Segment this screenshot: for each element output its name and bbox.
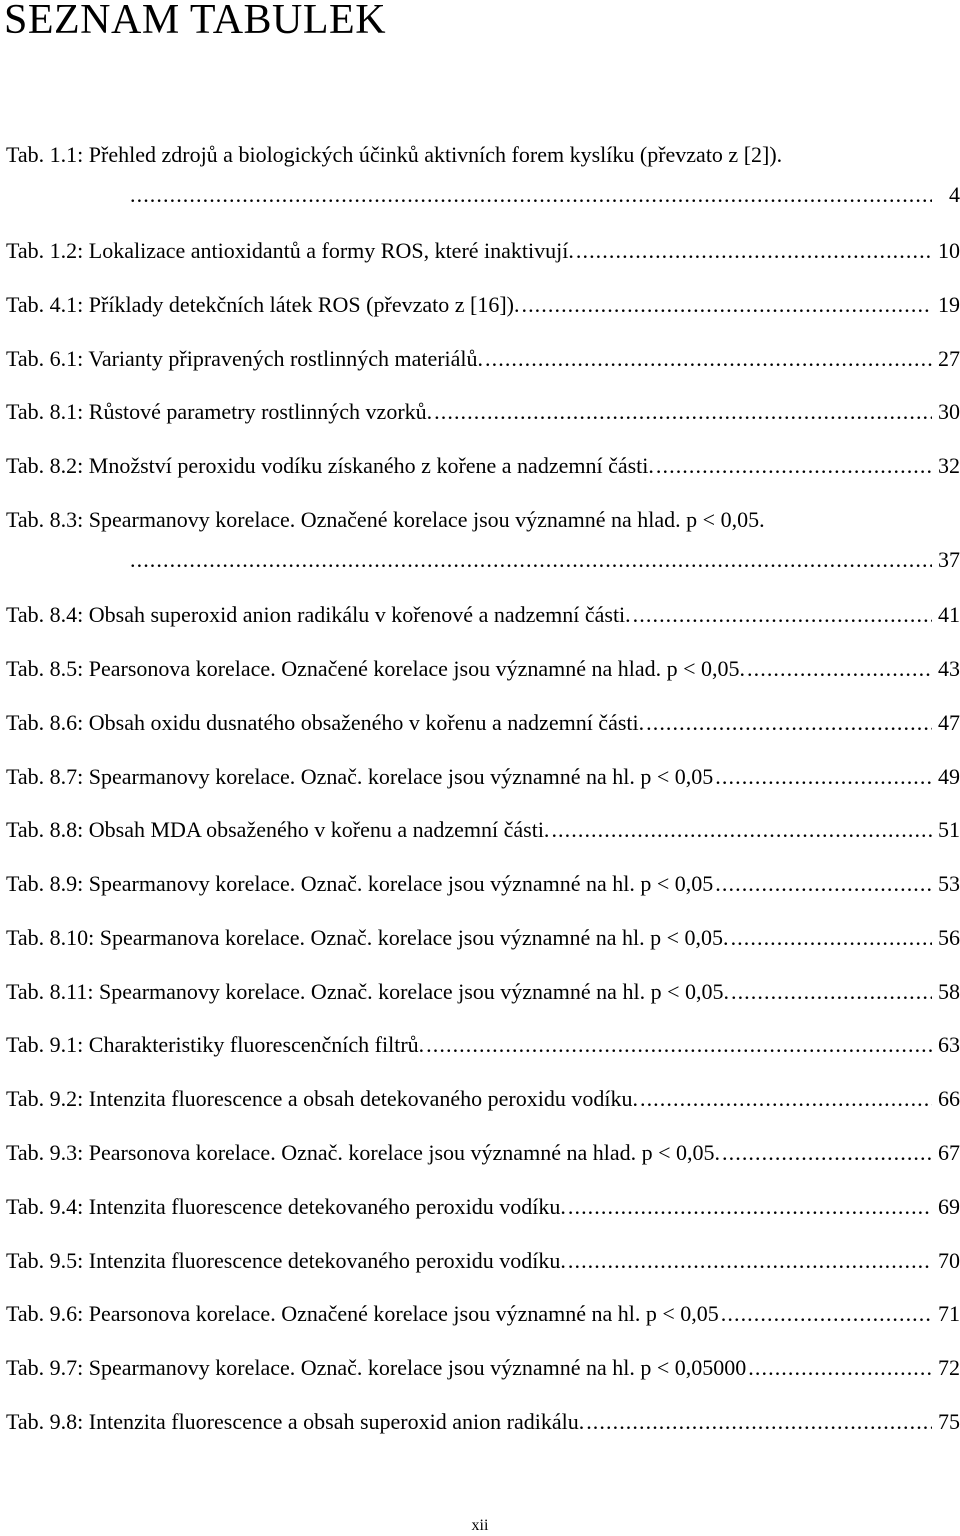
dot-leader xyxy=(130,180,932,210)
dot-leader xyxy=(551,815,932,845)
dot-leader xyxy=(731,977,932,1007)
toc-entry-label[interactable]: Tab. 1.2: Lokalizace antioxidantů a formy ROS, které inaktivují. xyxy=(6,238,574,263)
toc-entry-12[interactable] xyxy=(6,815,960,845)
toc-entry-22[interactable] xyxy=(6,1353,960,1383)
toc-entry-page[interactable]: 49 xyxy=(938,764,960,789)
toc-entry-9[interactable] xyxy=(6,654,960,684)
toc-entry-4[interactable] xyxy=(6,344,960,374)
dot-leader xyxy=(715,762,932,792)
toc-entry-21[interactable] xyxy=(6,1299,960,1329)
dot-leader xyxy=(521,290,932,320)
toc-entry-page[interactable]: 32 xyxy=(938,453,960,478)
toc-entry-16[interactable] xyxy=(6,1030,960,1060)
toc-entry-3[interactable] xyxy=(6,290,960,320)
toc-entry-page[interactable]: 58 xyxy=(938,979,960,1004)
toc-entry-page[interactable]: 47 xyxy=(938,710,960,735)
toc-entry-label[interactable]: Tab. 9.3: Pearsonova korelace. Označ. korelace jsou významné na hlad. p < 0,05. xyxy=(6,1140,721,1165)
toc-entry-page[interactable]: 51 xyxy=(938,817,960,842)
toc-entry-label[interactable]: Tab. 8.3: Spearmanovy korelace. Označené korelace jsou významné na hlad. p < 0,05. xyxy=(6,507,765,532)
toc-entry-14[interactable] xyxy=(6,923,960,953)
toc-entry-label[interactable]: Tab. 1.1: Přehled zdrojů a biologických účinků aktivních forem kyslíku (převzato z [2]). xyxy=(6,142,783,167)
toc-entry-label[interactable]: Tab. 8.2: Množství peroxidu vodíku získaného z kořene a nadzemní části. xyxy=(6,453,654,478)
toc-entry-page[interactable]: 69 xyxy=(938,1194,960,1219)
toc-entry-label[interactable]: Tab. 8.5: Pearsonova korelace. Označené korelace jsou významné na hlad. p < 0,05. xyxy=(6,656,746,681)
toc-entry-7-line-1[interactable] xyxy=(6,505,960,535)
toc-entry-page[interactable]: 43 xyxy=(938,656,960,681)
toc-entry-label[interactable]: Tab. 9.1: Charakteristiky fluorescenčních filtrů. xyxy=(6,1032,425,1057)
dot-leader xyxy=(586,1407,932,1437)
toc-entry-19[interactable] xyxy=(6,1192,960,1222)
toc-entry-page[interactable]: 37 xyxy=(938,547,960,572)
toc-entry-23[interactable] xyxy=(6,1407,960,1437)
toc-entry-label[interactable]: Tab. 8.11: Spearmanovy korelace. Označ. korelace jsou významné na hl. p < 0,05. xyxy=(6,979,729,1004)
dot-leader xyxy=(731,923,932,953)
toc-entry-page[interactable]: 70 xyxy=(938,1248,960,1273)
dot-leader xyxy=(426,1030,932,1060)
toc-entry-label[interactable]: Tab. 8.4: Obsah superoxid anion radikálu v kořenové a nadzemní části. xyxy=(6,602,631,627)
toc-entry-label[interactable]: Tab. 9.5: Intenzita fluorescence detekovaného peroxidu vodíku. xyxy=(6,1248,566,1273)
dot-leader xyxy=(568,1246,932,1276)
toc-entry-page[interactable]: 10 xyxy=(938,238,960,263)
dot-leader xyxy=(633,600,932,630)
dot-leader xyxy=(715,869,932,899)
dot-leader xyxy=(748,1353,932,1383)
dot-leader xyxy=(722,1138,932,1168)
toc-entry-15[interactable] xyxy=(6,977,960,1007)
toc-entry-page[interactable]: 4 xyxy=(949,182,960,207)
dot-leader xyxy=(485,344,932,374)
dot-leader xyxy=(721,1299,932,1329)
toc-entry-page[interactable]: 72 xyxy=(938,1355,960,1380)
page-title: SEZNAM TABULEK xyxy=(4,0,387,43)
toc-entry-label[interactable]: Tab. 8.1: Růstové parametry rostlinných vzorků. xyxy=(6,399,433,424)
toc-entry-label[interactable]: Tab. 9.8: Intenzita fluorescence a obsah superoxid anion radikálu. xyxy=(6,1409,585,1434)
toc-entry-8[interactable] xyxy=(6,600,960,630)
toc-entry-page[interactable]: 30 xyxy=(938,399,960,424)
toc-entry-label[interactable]: Tab. 6.1: Varianty připravených rostlinných materiálů. xyxy=(6,346,484,371)
dot-leader xyxy=(646,708,932,738)
toc-entry-label[interactable]: Tab. 8.7: Spearmanovy korelace. Označ. korelace jsou významné na hl. p < 0,05 xyxy=(6,764,714,789)
toc-entry-page[interactable]: 19 xyxy=(938,292,960,317)
dot-leader xyxy=(656,451,932,481)
toc-entry-label[interactable]: Tab. 9.7: Spearmanovy korelace. Označ. korelace jsou významné na hl. p < 0,05000 xyxy=(6,1355,747,1380)
toc-entry-page[interactable]: 27 xyxy=(938,346,960,371)
toc-entry-label[interactable]: Tab. 8.8: Obsah MDA obsaženého v kořenu a nadzemní části. xyxy=(6,817,550,842)
toc-entry-page[interactable]: 66 xyxy=(938,1086,960,1111)
toc-entry-17[interactable] xyxy=(6,1084,960,1114)
toc-entry-10[interactable] xyxy=(6,708,960,738)
toc-entry-page[interactable]: 41 xyxy=(938,602,960,627)
toc-entry-13[interactable] xyxy=(6,869,960,899)
dot-leader xyxy=(130,545,932,575)
toc-entry-label[interactable]: Tab. 8.6: Obsah oxidu dusnatého obsaženého v kořenu a nadzemní části. xyxy=(6,710,645,735)
toc-entry-page[interactable]: 56 xyxy=(938,925,960,950)
dot-leader xyxy=(568,1192,932,1222)
toc-entry-1-line-2[interactable] xyxy=(6,180,960,210)
toc-entry-7-line-2[interactable] xyxy=(6,545,960,575)
toc-entry-page[interactable]: 67 xyxy=(938,1140,960,1165)
toc-entry-page[interactable]: 53 xyxy=(938,871,960,896)
toc-entry-label[interactable]: Tab. 4.1: Příklady detekčních látek ROS (převzato z [16]). xyxy=(6,292,520,317)
dot-leader xyxy=(576,236,932,266)
toc-entry-page[interactable]: 75 xyxy=(938,1409,960,1434)
toc-entry-2[interactable] xyxy=(6,236,960,266)
toc-entry-18[interactable] xyxy=(6,1138,960,1168)
toc-entry-11[interactable] xyxy=(6,762,960,792)
dot-leader xyxy=(640,1084,932,1114)
toc-entry-20[interactable] xyxy=(6,1246,960,1276)
toc-entry-1-line-1[interactable] xyxy=(6,140,960,170)
toc-entry-label[interactable]: Tab. 9.4: Intenzita fluorescence detekovaného peroxidu vodíku. xyxy=(6,1194,566,1219)
dot-leader xyxy=(747,654,932,684)
toc-entry-page[interactable]: 63 xyxy=(938,1032,960,1057)
page-number: xii xyxy=(471,1517,489,1534)
toc-entry-page[interactable]: 71 xyxy=(938,1301,960,1326)
toc-entry-6[interactable] xyxy=(6,451,960,481)
toc-entry-5[interactable] xyxy=(6,397,960,427)
toc-entry-label[interactable]: Tab. 9.6: Pearsonova korelace. Označené korelace jsou významné na hl. p < 0,05 xyxy=(6,1301,719,1326)
dot-leader xyxy=(434,397,932,427)
toc-entry-label[interactable]: Tab. 8.9: Spearmanovy korelace. Označ. korelace jsou významné na hl. p < 0,05 xyxy=(6,871,714,896)
toc-entry-label[interactable]: Tab. 9.2: Intenzita fluorescence a obsah detekovaného peroxidu vodíku. xyxy=(6,1086,638,1111)
toc-entry-label[interactable]: Tab. 8.10: Spearmanova korelace. Označ. korelace jsou významné na hl. p < 0,05. xyxy=(6,925,729,950)
